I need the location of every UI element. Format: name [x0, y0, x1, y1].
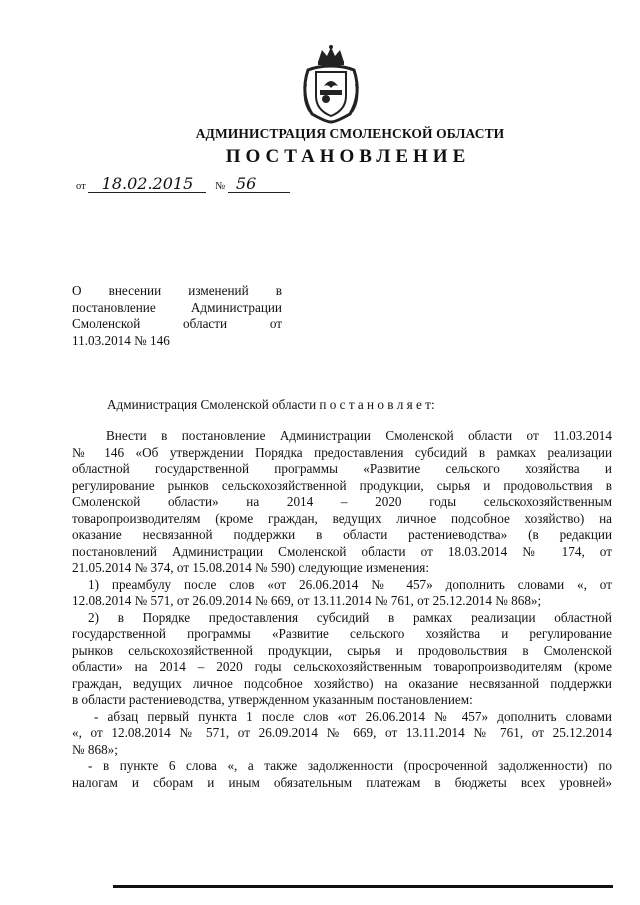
body-line: в области растениеводства, утвержденном указанным постановлением:	[72, 692, 473, 707]
date-value: 18.02.2015	[88, 176, 206, 193]
body-line: товаропроизводителям (кроме граждан, ведущих личное подсобное хозяйство) на	[72, 510, 612, 526]
document-type-title: ПОСТАНОВЛЕНИЕ	[225, 146, 471, 167]
subject-line: О внесении изменений в	[72, 283, 282, 298]
body-line: Смоленской области» на 2014 – 2020 годы сельскохозяйственным	[72, 494, 612, 509]
number-prefix: №	[215, 181, 226, 192]
number-value: 56	[228, 176, 290, 193]
body-line: 12.08.2014 № 571, от 26.09.2014 № 669, от 13.11.2014 № 761, от 25.12.2014 № 868»;	[72, 593, 542, 608]
body-line: оказание несвязанной поддержки в области растениеводства» (в редакции	[72, 527, 612, 542]
body-line: постановлений Администрации Смоленской области от 18.03.2014 № 174, от	[72, 543, 612, 559]
bottom-scan-line	[113, 885, 613, 888]
subject-block	[72, 283, 282, 349]
body-line: граждан, ведущих личное подсобное хозяйство) на оказание несвязанной поддержки	[72, 675, 612, 691]
body-text	[72, 428, 612, 791]
date-number-line	[76, 176, 290, 193]
body-line: регулирование рынков сельскохозяйственной продукции, сырья и продовольствия в	[72, 477, 612, 493]
body-line: - абзац первый пункта 1 после слов «от 26.06.2014 № 457» дополнить словами	[94, 708, 612, 724]
body-line: области» на 2014 – 2020 годы сельскохозяйственным товаропроизводителям (кроме	[72, 659, 612, 674]
date-prefix: от	[76, 181, 86, 192]
subject-line: Смоленской области от	[72, 316, 282, 331]
subject-line: 11.03.2014 № 146	[72, 332, 170, 348]
coat-of-arms-icon	[296, 44, 366, 124]
body-line: областной государственной программы «Развитие сельского хозяйства и	[72, 461, 612, 476]
body-line: - в пункте 6 слова «, а также задолженности (просроченной задолженности) по	[88, 758, 612, 773]
decree-statement: Администрация Смоленской области п о с т а н о в л я е т:	[107, 397, 435, 412]
body-line: налогам и сборам и иным обязательным платежам в бюджеты всех уровней»	[72, 774, 612, 790]
organization-name: АДМИНИСТРАЦИЯ СМОЛЕНСКОЙ ОБЛАСТИ	[195, 126, 505, 141]
body-line: № 868»;	[72, 741, 118, 757]
subject-line: постановление Администрации	[72, 299, 282, 315]
body-line: 2) в Порядке предоставления субсидий в рамках реализации областной	[88, 609, 612, 625]
body-line: «, от 12.08.2014 № 571, от 26.09.2014 № 669, от 13.11.2014 № 761, от 25.12.2014	[72, 725, 612, 740]
body-line: рынков сельскохозяйственной продукции, сырья и продовольствия в Смоленской	[72, 642, 612, 658]
body-line: 21.05.2014 № 374, от 15.08.2014 № 590) следующие изменения:	[72, 560, 430, 575]
body-line: государственной программы «Развитие сельского хозяйства и регулирование	[72, 626, 612, 641]
body-line: Внести в постановление Администрации Смоленской области от 11.03.2014	[106, 428, 612, 443]
body-line: 1) преамбулу после слов «от 26.06.2014 № 457» дополнить словами «, от	[88, 576, 612, 592]
body-line: № 146 «Об утверждении Порядка предоставления субсидий в рамках реализации	[72, 444, 612, 460]
